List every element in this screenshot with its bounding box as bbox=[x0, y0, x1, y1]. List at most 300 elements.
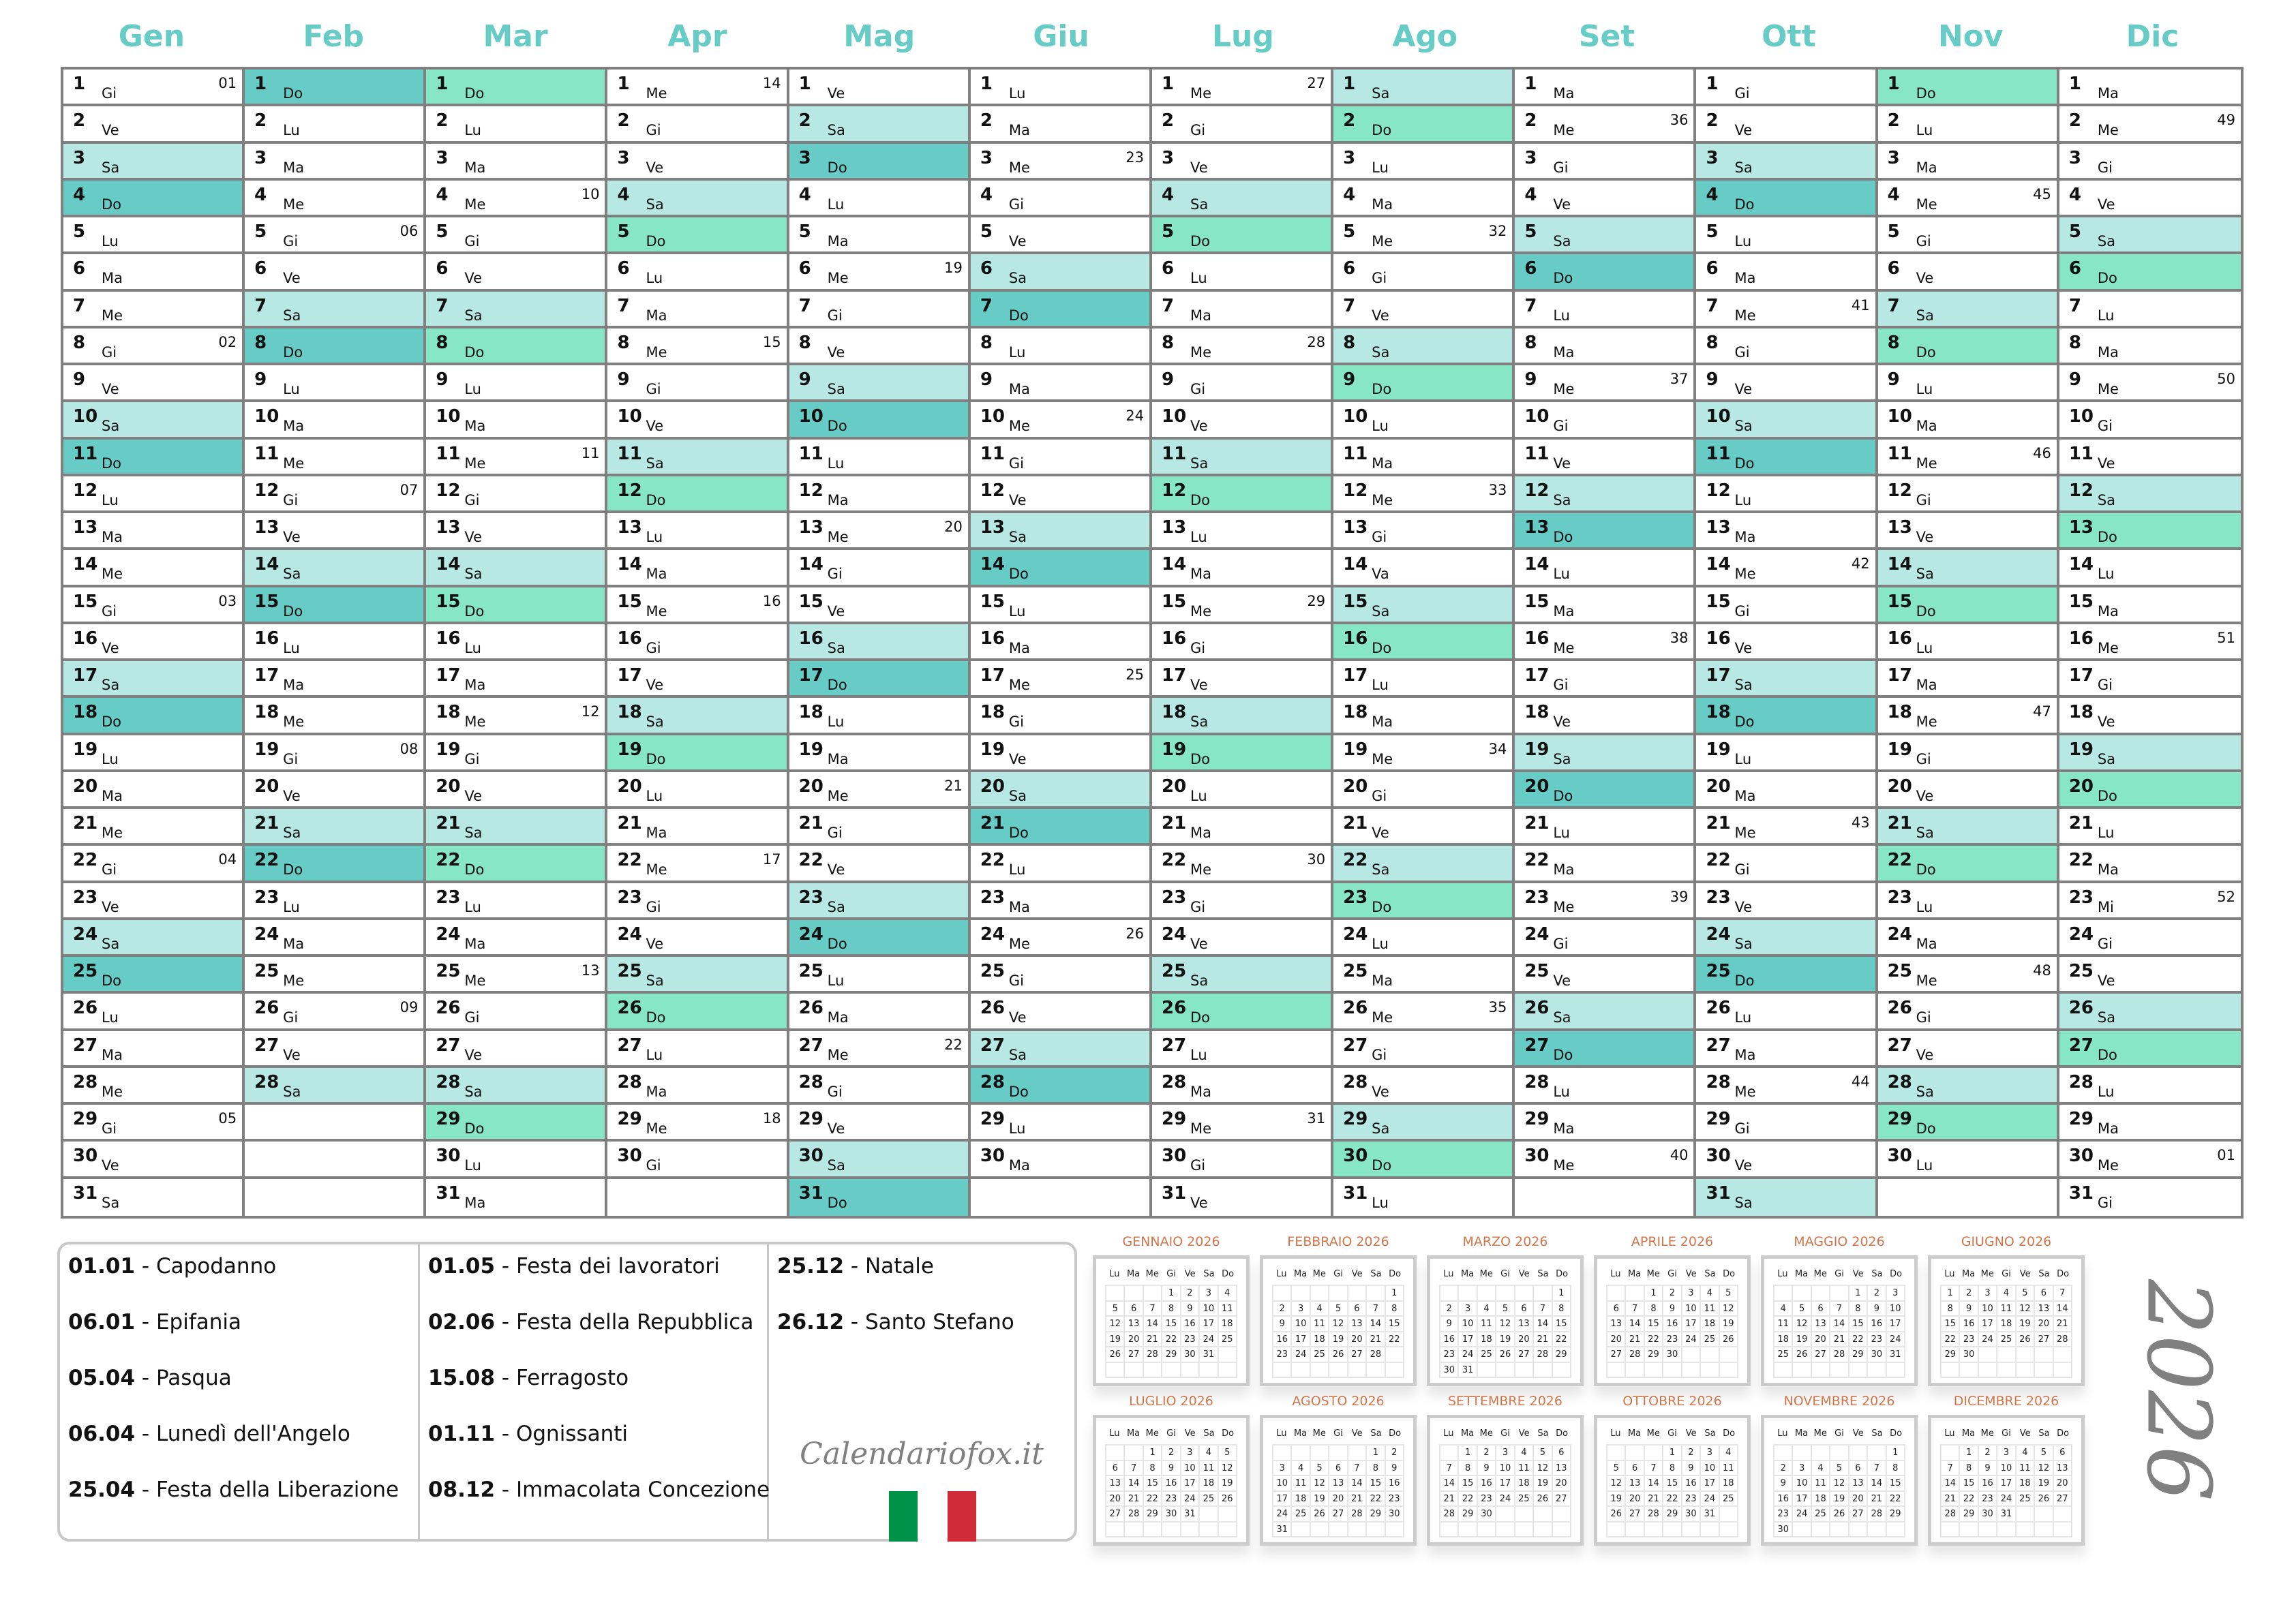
day-number: 28 bbox=[1343, 1071, 1368, 1092]
day-cell bbox=[426, 587, 605, 624]
weekday-abbr: Ve bbox=[1190, 418, 1208, 435]
day-number: 5 bbox=[2068, 221, 2081, 243]
year-label bbox=[2124, 1274, 2233, 1506]
weekday-abbr: Ve bbox=[827, 343, 845, 361]
weekday-abbr: Ve bbox=[102, 122, 119, 139]
day-number: 13 bbox=[73, 517, 98, 538]
mini-weekday: Me bbox=[1646, 1428, 1660, 1439]
day-cell bbox=[607, 70, 786, 106]
mini-day: 5 bbox=[1310, 1460, 1329, 1476]
weekday-abbr: Gi bbox=[1734, 343, 1750, 361]
day-number: 18 bbox=[73, 702, 98, 723]
mini-day: 9 bbox=[1682, 1460, 1700, 1476]
holiday-date: 06.01 bbox=[68, 1310, 136, 1334]
mini-day: 17 bbox=[1199, 1316, 1218, 1332]
day-cell bbox=[1696, 735, 1875, 772]
day-cell bbox=[971, 106, 1149, 143]
mini-day bbox=[1959, 1362, 1978, 1378]
day-number: 25 bbox=[1161, 961, 1187, 982]
mini-day bbox=[1124, 1522, 1143, 1537]
weekday-abbr: Ma bbox=[1916, 159, 1937, 176]
day-cell bbox=[63, 1068, 242, 1105]
day-number: 11 bbox=[980, 443, 1006, 464]
weekday-abbr: Lu bbox=[102, 750, 119, 767]
day-cell bbox=[426, 440, 605, 476]
day-number: 11 bbox=[436, 443, 461, 464]
day-number: 15 bbox=[254, 591, 280, 612]
day-number: 1 bbox=[73, 74, 86, 94]
day-cell bbox=[1515, 70, 1693, 106]
mini-day: 19 bbox=[1719, 1316, 1738, 1332]
mini-day: 8 bbox=[1663, 1460, 1681, 1476]
weekday-abbr: Do bbox=[464, 602, 485, 619]
day-number: 1 bbox=[1161, 74, 1175, 94]
week-number: 34 bbox=[1488, 740, 1507, 757]
weekday-abbr: Ve bbox=[1190, 677, 1208, 694]
mini-weekday: Do bbox=[1890, 1428, 1903, 1439]
day-cell bbox=[1333, 254, 1512, 291]
day-cell bbox=[63, 698, 242, 735]
mini-day bbox=[2016, 1522, 2034, 1537]
month-column-nov bbox=[1878, 70, 2059, 1216]
day-cell bbox=[971, 994, 1149, 1030]
day-cell bbox=[1515, 846, 1693, 883]
day-cell bbox=[971, 1105, 1149, 1142]
day-number: 1 bbox=[436, 74, 449, 94]
week-number: 27 bbox=[1307, 75, 1326, 91]
mini-day: 25 bbox=[1199, 1491, 1218, 1507]
mini-day: 26 bbox=[1830, 1506, 1848, 1522]
holiday-item bbox=[428, 1420, 767, 1476]
day-cell bbox=[1333, 292, 1512, 328]
day-cell bbox=[1152, 181, 1331, 217]
mini-day: 18 bbox=[1719, 1475, 1738, 1491]
mini-day: 10 bbox=[1458, 1316, 1477, 1332]
mini-day: 13 bbox=[1552, 1460, 1571, 1476]
weekday-abbr: Gi bbox=[1008, 455, 1024, 472]
weekday-abbr: Gi bbox=[464, 750, 480, 767]
day-number: 11 bbox=[1343, 443, 1368, 464]
weekday-abbr: Do bbox=[827, 418, 847, 435]
mini-day: 9 bbox=[1774, 1475, 1792, 1491]
day-number: 15 bbox=[617, 591, 642, 612]
weekday-abbr: Sa bbox=[1553, 750, 1571, 767]
day-cell bbox=[1696, 181, 1875, 217]
weekday-abbr: Me bbox=[646, 85, 667, 102]
mini-day: 19 bbox=[1106, 1332, 1124, 1347]
weekday-abbr: Gi bbox=[1008, 973, 1024, 990]
day-cell bbox=[1333, 809, 1512, 846]
holidays-column-2 bbox=[420, 1244, 769, 1539]
mini-day: 7 bbox=[2053, 1285, 2072, 1301]
mini-day: 11 bbox=[1515, 1460, 1533, 1476]
day-cell bbox=[971, 254, 1149, 291]
day-number: 11 bbox=[617, 443, 642, 464]
day-number: 6 bbox=[1161, 258, 1175, 279]
weekday-abbr: Me bbox=[464, 714, 486, 731]
mini-day bbox=[1941, 1445, 1959, 1460]
mini-day bbox=[1440, 1522, 1458, 1537]
mini-day: 2 bbox=[1440, 1301, 1458, 1317]
day-number: 21 bbox=[617, 813, 642, 834]
mini-day: 1 bbox=[1366, 1445, 1385, 1460]
weekday-abbr: Ma bbox=[283, 159, 305, 176]
weekday-abbr: Ma bbox=[1734, 787, 1756, 804]
holiday-date: 01.01 bbox=[68, 1254, 136, 1279]
day-number: 10 bbox=[617, 406, 642, 427]
day-cell bbox=[1333, 476, 1512, 513]
week-number: 41 bbox=[1851, 296, 1870, 313]
mini-weekday: Ma bbox=[1627, 1428, 1642, 1439]
mini-day: 1 bbox=[1552, 1285, 1571, 1301]
day-cell bbox=[63, 70, 242, 106]
weekday-abbr: Ma bbox=[1190, 1083, 1211, 1100]
day-cell bbox=[426, 661, 605, 698]
day-number: 11 bbox=[1706, 443, 1731, 464]
day-cell bbox=[789, 402, 968, 439]
day-cell bbox=[245, 846, 423, 883]
day-cell bbox=[971, 328, 1149, 365]
empty-cell bbox=[245, 1179, 423, 1216]
day-number: 7 bbox=[1706, 295, 1719, 316]
day-number: 26 bbox=[1343, 998, 1368, 1019]
day-cell bbox=[63, 106, 242, 143]
weekday-abbr: Gi bbox=[1372, 529, 1387, 546]
weekday-abbr: Do bbox=[2097, 270, 2117, 287]
mini-weekday: Lu bbox=[1443, 1269, 1454, 1279]
day-cell bbox=[63, 513, 242, 550]
weekday-abbr: Do bbox=[2097, 787, 2117, 804]
weekday-abbr: Me bbox=[1734, 566, 1756, 583]
mini-day: 26 bbox=[1218, 1491, 1237, 1507]
day-number: 27 bbox=[1524, 1035, 1550, 1056]
mini-day bbox=[1218, 1506, 1237, 1522]
month-header-mag: Mag bbox=[843, 19, 916, 54]
mini-day: 5 bbox=[1218, 1445, 1237, 1460]
day-cell bbox=[607, 883, 786, 920]
mini-weekday: Gi bbox=[1333, 1428, 1343, 1439]
day-cell bbox=[1878, 328, 2057, 365]
weekday-abbr: Sa bbox=[1734, 159, 1753, 176]
mini-day bbox=[1811, 1285, 1830, 1301]
day-number: 7 bbox=[1161, 295, 1175, 316]
week-number: 06 bbox=[399, 223, 419, 240]
day-cell bbox=[2059, 772, 2241, 809]
day-cell bbox=[607, 772, 786, 809]
holiday-separator: - bbox=[495, 1422, 516, 1446]
day-cell bbox=[426, 883, 605, 920]
day-number: 7 bbox=[73, 295, 86, 316]
mini-day: 21 bbox=[1440, 1491, 1458, 1507]
day-number: 14 bbox=[1887, 554, 1912, 575]
day-number: 24 bbox=[2068, 923, 2094, 945]
weekday-abbr: Sa bbox=[1734, 677, 1753, 694]
weekday-abbr: Me bbox=[827, 270, 849, 287]
day-number: 9 bbox=[2068, 369, 2081, 391]
mini-weekday: Do bbox=[2057, 1428, 2070, 1439]
day-cell bbox=[1333, 1179, 1512, 1216]
holidays-legend bbox=[57, 1242, 1077, 1542]
mini-weekday: Ve bbox=[1518, 1269, 1530, 1279]
weekday-abbr: Ve bbox=[827, 1120, 845, 1137]
holiday-name: Lunedì dell'Angelo bbox=[155, 1422, 350, 1446]
weekday-abbr: Lu bbox=[1916, 122, 1933, 139]
mini-day: 15 bbox=[1552, 1316, 1571, 1332]
mini-day: 21 bbox=[1625, 1332, 1644, 1347]
day-cell bbox=[63, 181, 242, 217]
mini-day: 23 bbox=[1181, 1332, 1199, 1347]
weekday-abbr: Lu bbox=[2097, 566, 2115, 583]
day-cell bbox=[607, 809, 786, 846]
mini-weekday: Me bbox=[1312, 1428, 1326, 1439]
day-cell bbox=[1878, 181, 2057, 217]
weekday-abbr: Lu bbox=[102, 233, 119, 250]
day-cell bbox=[789, 698, 968, 735]
mini-day bbox=[1830, 1522, 1848, 1537]
month-column-feb bbox=[245, 70, 426, 1216]
mini-day: 11 bbox=[1199, 1460, 1218, 1476]
mini-day: 17 bbox=[1978, 1316, 1997, 1332]
day-cell bbox=[245, 661, 423, 698]
day-number: 13 bbox=[1706, 517, 1731, 538]
mini-day bbox=[1348, 1522, 1366, 1537]
day-number: 22 bbox=[1887, 850, 1912, 871]
weekday-abbr: Me bbox=[1916, 973, 1937, 990]
day-cell bbox=[607, 587, 786, 624]
weekday-abbr: Gi bbox=[464, 491, 480, 508]
week-number: 19 bbox=[944, 260, 963, 277]
day-number: 14 bbox=[798, 554, 824, 575]
day-number: 28 bbox=[1887, 1071, 1912, 1092]
weekday-abbr: Lu bbox=[1916, 381, 1933, 398]
mini-weekday: Do bbox=[1389, 1428, 1402, 1439]
mini-day: 6 bbox=[1106, 1460, 1124, 1476]
day-cell bbox=[1152, 846, 1331, 883]
day-number: 23 bbox=[1343, 887, 1368, 908]
weekday-abbr: Sa bbox=[102, 1194, 120, 1211]
day-number: 8 bbox=[1524, 332, 1537, 353]
mini-day: 16 bbox=[1774, 1491, 1792, 1507]
week-number: 21 bbox=[944, 777, 963, 794]
day-cell bbox=[1333, 181, 1512, 217]
mini-day: 17 bbox=[1700, 1475, 1719, 1491]
mini-day: 5 bbox=[1719, 1285, 1738, 1301]
weekday-abbr: Do bbox=[1916, 1120, 1936, 1137]
weekday-abbr: Ma bbox=[2097, 861, 2119, 878]
day-cell bbox=[1878, 1105, 2057, 1142]
weekday-abbr: Ma bbox=[1553, 1120, 1575, 1137]
month-column-ott bbox=[1696, 70, 1877, 1216]
weekday-abbr: Ma bbox=[2097, 1120, 2119, 1137]
weekday-abbr: Me bbox=[283, 714, 305, 731]
mini-day bbox=[1774, 1285, 1792, 1301]
mini-day: 23 bbox=[1385, 1491, 1404, 1507]
day-cell bbox=[1152, 1031, 1331, 1068]
mini-weekday: Do bbox=[1222, 1269, 1235, 1279]
weekday-abbr: Gi bbox=[1372, 1046, 1387, 1063]
day-number: 3 bbox=[1161, 147, 1175, 168]
day-number: 17 bbox=[1706, 665, 1731, 686]
holiday-separator: - bbox=[495, 1254, 516, 1279]
mini-day: 3 bbox=[1199, 1285, 1218, 1301]
day-number: 14 bbox=[254, 554, 280, 575]
mini-day bbox=[1496, 1362, 1514, 1378]
mini-day bbox=[1366, 1285, 1385, 1301]
day-number: 27 bbox=[73, 1035, 98, 1056]
day-cell bbox=[971, 1068, 1149, 1105]
mini-day: 22 bbox=[1458, 1491, 1477, 1507]
weekday-abbr: Me bbox=[1916, 714, 1937, 731]
day-cell bbox=[1696, 624, 1875, 661]
weekday-abbr: Sa bbox=[1008, 1046, 1027, 1063]
mini-day: 12 bbox=[1533, 1460, 1552, 1476]
day-number: 15 bbox=[436, 591, 461, 612]
weekday-abbr: Me bbox=[1553, 1157, 1575, 1174]
mini-day: 27 bbox=[1515, 1347, 1533, 1362]
weekday-abbr: Lu bbox=[1008, 343, 1026, 361]
day-cell bbox=[63, 365, 242, 402]
mini-calendar bbox=[1928, 1234, 2085, 1386]
mini-day bbox=[1496, 1522, 1514, 1537]
mini-day: 13 bbox=[1515, 1316, 1533, 1332]
mini-day: 27 bbox=[1329, 1506, 1347, 1522]
holiday-separator: - bbox=[135, 1422, 156, 1446]
mini-day: 25 bbox=[2016, 1491, 2034, 1507]
mini-day: 21 bbox=[2053, 1316, 2072, 1332]
weekday-abbr: Ve bbox=[1916, 529, 1934, 546]
day-cell bbox=[245, 809, 423, 846]
mini-day: 2 bbox=[1663, 1285, 1681, 1301]
day-cell bbox=[1333, 1105, 1512, 1142]
day-cell bbox=[1152, 217, 1331, 254]
day-number: 31 bbox=[1343, 1182, 1368, 1204]
mini-day bbox=[1477, 1285, 1496, 1301]
day-number: 30 bbox=[2068, 1146, 2094, 1167]
day-number: 13 bbox=[798, 517, 824, 538]
mini-day: 19 bbox=[1607, 1491, 1625, 1507]
week-number: 24 bbox=[1126, 408, 1144, 425]
mini-day: 28 bbox=[1644, 1506, 1663, 1522]
mini-day bbox=[1978, 1522, 1997, 1537]
mini-day bbox=[1978, 1347, 1997, 1362]
day-number: 18 bbox=[254, 702, 280, 723]
holiday-name: Capodanno bbox=[155, 1254, 277, 1279]
mini-day: 24 bbox=[1792, 1506, 1811, 1522]
mini-day bbox=[1515, 1362, 1533, 1378]
day-cell bbox=[789, 106, 968, 143]
weekday-abbr: Me bbox=[102, 566, 123, 583]
mini-day: 23 bbox=[1682, 1491, 1700, 1507]
holiday-separator: - bbox=[135, 1366, 156, 1390]
day-number: 10 bbox=[1524, 406, 1550, 427]
mini-day bbox=[1291, 1522, 1310, 1537]
day-cell bbox=[245, 106, 423, 143]
mini-day bbox=[2053, 1522, 2072, 1537]
mini-day bbox=[1329, 1445, 1347, 1460]
week-number: 42 bbox=[1851, 555, 1870, 572]
day-number: 12 bbox=[1524, 480, 1550, 501]
weekday-abbr: Lu bbox=[1553, 566, 1570, 583]
weekday-abbr: Lu bbox=[283, 898, 300, 915]
day-cell bbox=[1333, 957, 1512, 994]
mini-day: 5 bbox=[1533, 1445, 1552, 1460]
weekday-abbr: Lu bbox=[1916, 898, 1933, 915]
day-number: 6 bbox=[436, 258, 449, 279]
day-number: 27 bbox=[1887, 1035, 1912, 1056]
day-number: 12 bbox=[1343, 480, 1368, 501]
mini-day bbox=[1385, 1362, 1404, 1378]
week-number: 43 bbox=[1851, 814, 1870, 831]
mini-day: 27 bbox=[1348, 1347, 1366, 1362]
day-number: 4 bbox=[1343, 184, 1356, 205]
empty-cell bbox=[1515, 1179, 1693, 1216]
day-number: 11 bbox=[1524, 443, 1550, 464]
mini-day: 28 bbox=[1625, 1347, 1644, 1362]
day-number: 28 bbox=[2068, 1071, 2094, 1092]
mini-day: 5 bbox=[1830, 1460, 1848, 1476]
mini-day bbox=[2034, 1347, 2053, 1362]
mini-day bbox=[1291, 1445, 1310, 1460]
day-cell bbox=[1333, 550, 1512, 587]
mini-weekday: Lu bbox=[1944, 1428, 1955, 1439]
day-number: 17 bbox=[436, 665, 461, 686]
mini-day: 28 bbox=[1348, 1506, 1366, 1522]
day-cell bbox=[1152, 513, 1331, 550]
day-cell bbox=[63, 476, 242, 513]
weekday-abbr: Ve bbox=[1008, 750, 1027, 767]
day-cell bbox=[607, 106, 786, 143]
day-number: 28 bbox=[254, 1071, 280, 1092]
mini-day: 22 bbox=[1143, 1491, 1162, 1507]
day-cell bbox=[63, 994, 242, 1030]
weekday-abbr: Lu bbox=[1916, 639, 1933, 656]
mini-day: 1 bbox=[1941, 1285, 1959, 1301]
day-cell bbox=[63, 1142, 242, 1178]
weekday-abbr: Ve bbox=[464, 270, 482, 287]
day-number: 1 bbox=[2068, 74, 2081, 94]
weekday-abbr: Sa bbox=[283, 825, 301, 842]
mini-day: 30 bbox=[1440, 1362, 1458, 1378]
mini-day bbox=[1310, 1522, 1329, 1537]
mini-day: 14 bbox=[1366, 1316, 1385, 1332]
day-number: 24 bbox=[798, 923, 824, 945]
weekday-abbr: Sa bbox=[1734, 935, 1753, 952]
day-cell bbox=[426, 70, 605, 106]
day-number: 2 bbox=[1161, 110, 1175, 132]
mini-day: 7 bbox=[1440, 1460, 1458, 1476]
weekday-abbr: Sa bbox=[646, 714, 664, 731]
mini-day bbox=[2053, 1347, 2072, 1362]
day-number: 26 bbox=[436, 998, 461, 1019]
day-number: 9 bbox=[1706, 369, 1719, 391]
mini-day: 16 bbox=[1273, 1332, 1291, 1347]
weekday-abbr: Gi bbox=[1916, 750, 1931, 767]
weekday-abbr: Gi bbox=[2097, 935, 2113, 952]
day-number: 14 bbox=[73, 554, 98, 575]
day-number: 18 bbox=[980, 702, 1006, 723]
day-cell bbox=[2059, 846, 2241, 883]
week-number: 47 bbox=[2033, 703, 2051, 720]
day-cell bbox=[1878, 735, 2057, 772]
day-cell bbox=[63, 292, 242, 328]
day-number: 21 bbox=[1706, 813, 1731, 834]
mini-day: 31 bbox=[1458, 1362, 1477, 1378]
day-cell bbox=[1515, 957, 1693, 994]
day-cell bbox=[1696, 957, 1875, 994]
holiday-date: 25.04 bbox=[68, 1478, 136, 1502]
day-cell bbox=[63, 661, 242, 698]
day-number: 4 bbox=[2068, 184, 2081, 205]
